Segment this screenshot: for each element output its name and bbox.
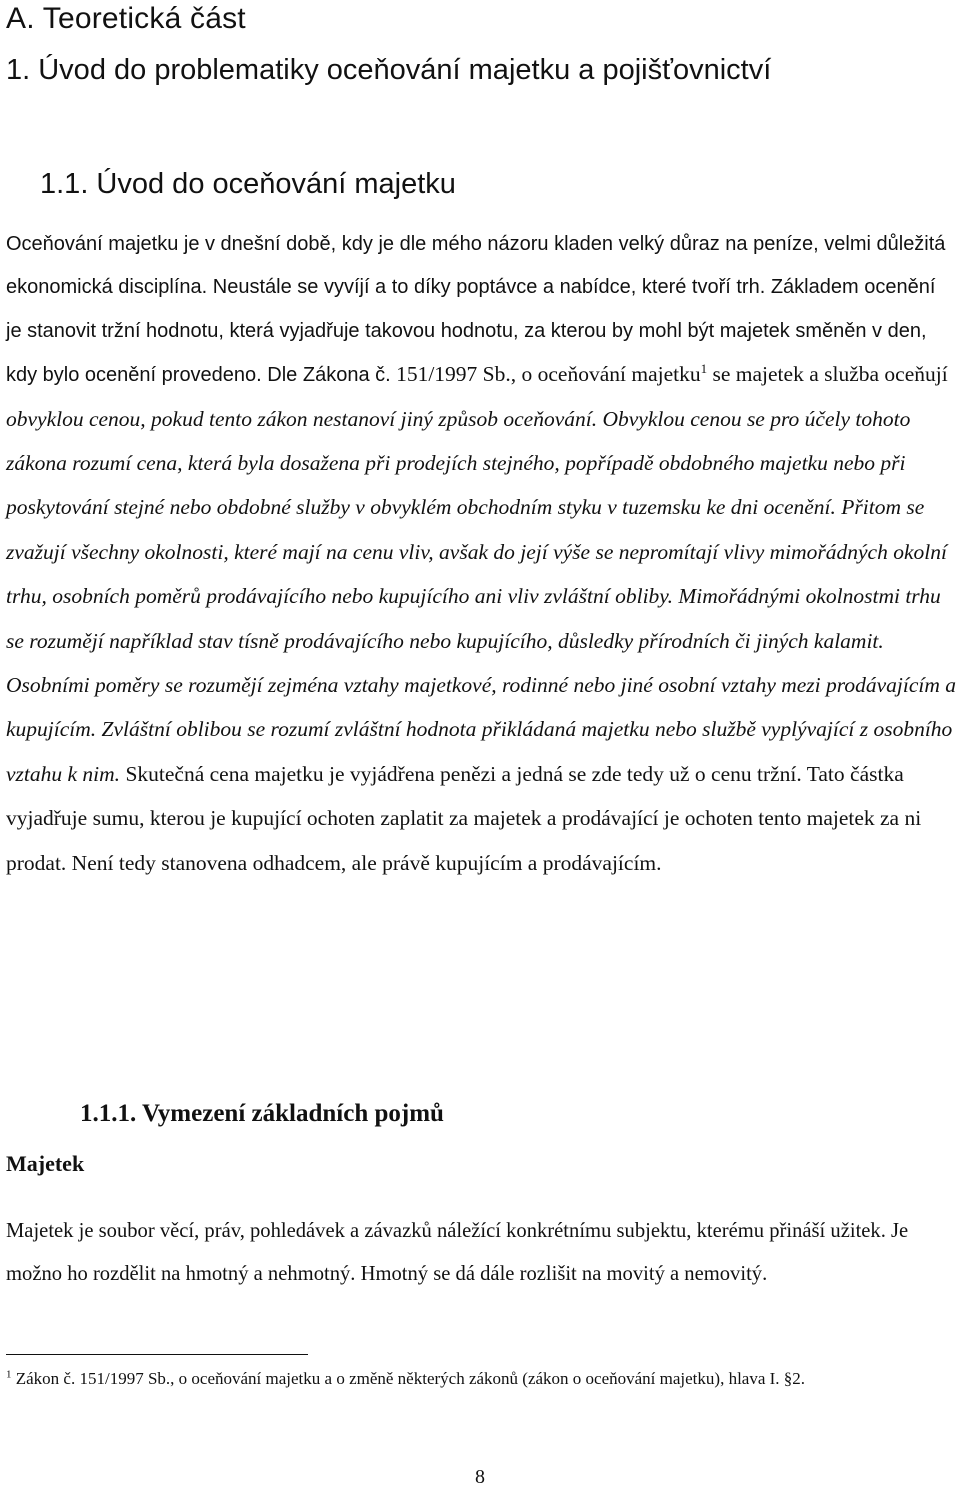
footnote-text: Zákon č. 151/1997 Sb., o oceňování majetku a o změně některých zákonů (zákon o oceňování majetku), hlava I. §2. xyxy=(11,1369,806,1388)
footnote-divider xyxy=(6,1354,308,1355)
body-paragraph-2: Majetek je soubor věcí, práv, pohledávek a závazků náležící konkrétnímu subjektu, kterému přináší užitek. Je možno ho rozdělit na hmotný a nehmotný. Hmotný se dá dále rozlišit na movitý a nemovitý. xyxy=(6,1220,909,1285)
section-heading: 1.1. Úvod do oceňování majetku xyxy=(40,168,456,200)
paragraph-sentence: se majetek a služba oceňují xyxy=(707,362,948,387)
footnote xyxy=(6,1368,956,1390)
footnote-reference: 1 xyxy=(700,361,708,377)
paragraph-sentence: Skutečná cena majetku je vyjádřena penězi a jedná se zde tedy už o cenu tržní. Tato částka vyjadřuje sumu, kterou je kupující ochoten zaplatit za majetek a prodávající je ochoten tento majetek za ni prodat. Není tedy stanovena odhadcem, ale právě kupujícím a prodávajícím. xyxy=(6,761,922,875)
paragraph-sentence: Oceňování majetku je v dnešní době, kdy je dle mého názoru kladen velký důraz na peníze, velmi důležitá ekonomická disciplína. Neustále se vyvíjí a to díky poptávce a nabídce, které tvoří trh. xyxy=(6,233,946,299)
chapter-heading: 1. Úvod do problematiky oceňování majetku a pojišťovnictví xyxy=(6,54,772,86)
subsection-heading: 1.1.1. Vymezení základních pojmů xyxy=(80,1100,444,1127)
body-paragraph-1 xyxy=(6,223,956,886)
term-label: Majetek xyxy=(6,1151,85,1176)
paragraph-sentence: 151/1997 Sb., o oceňování majetku xyxy=(390,362,701,387)
page-number: 8 xyxy=(475,1466,485,1488)
footnote-marker: 1 xyxy=(6,1368,12,1381)
part-heading: A. Teoretická část xyxy=(6,2,246,35)
paragraph-sentence: Základem ocenění je stanovit tržní hodnotu, která vyjadřuje takovou hodnotu, za kterou by mohl být majetek směněn v den, kdy bylo ocenění provedeno. Dle Zákona č. xyxy=(6,276,936,387)
law-quotation: obvyklou cenou, pokud tento zákon nestanoví jiný způsob oceňování. Obvyklou cenou se pro účely tohoto zákona rozumí cena, která byla dosažena při prodejích stejného, popřípadě obdobného majetku nebo při poskytování stejné nebo obdobné služby v obvyklém obchodním styku v tuzemsku ke dni ocenění. Přitom se zvažují všechny okolnosti, které mají na cenu vliv, avšak do její výše se nepromítají vlivy mimořádných okolní trhu, osobních poměrů prodávajícího nebo kupujícího ani vliv zvláštní obliby. Mimořádnými okolnostmi trhu se rozumějí například stav tísně prodávajícího nebo kupujícího, důsledky přírodních či jiných kalamit. Osobními poměry se rozumějí zejména vztahy majetkové, rodinné nebo jiné osobní vztahy mezi prodávajícím a kupujícím. Zvláštní oblibou se rozumí zvláštní hodnota přikládaná majetku nebo službě vyplývající z osobního vztahu k nim. xyxy=(6,406,956,786)
